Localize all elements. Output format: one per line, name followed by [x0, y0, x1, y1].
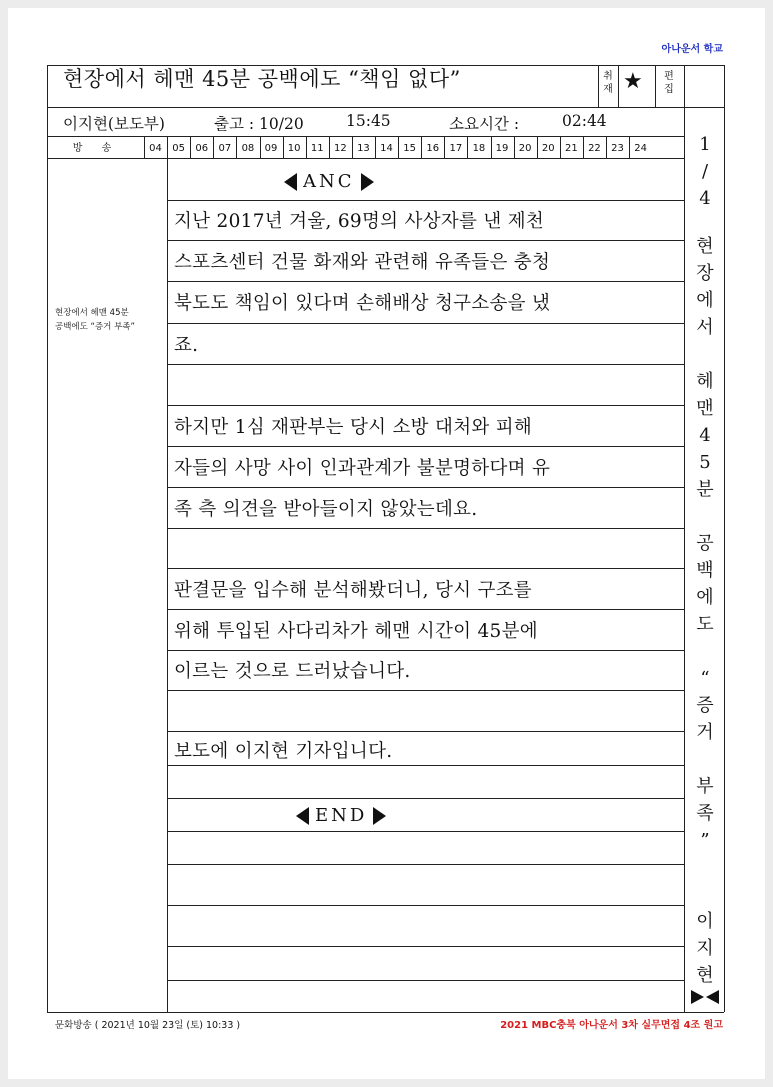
ruled-line [167, 487, 684, 488]
school-label: 아나운서 학교 [661, 44, 723, 55]
script-left-line [167, 158, 168, 1012]
right-column-line [684, 65, 685, 1012]
page-char: / [701, 161, 709, 182]
cell-line [618, 65, 619, 107]
hour-cell: 07 [218, 143, 232, 154]
right-triangle-icon [361, 173, 374, 191]
hour-divider [213, 136, 214, 158]
hour-cell: 04 [149, 143, 162, 154]
script-line: 죠. [174, 335, 199, 356]
column-divider [684, 107, 724, 108]
script-line: 판결문을 입수해 분석해봤더니, 당시 구조를 [174, 580, 532, 601]
hour-divider [352, 136, 353, 158]
vertical-title-char [686, 881, 724, 908]
page-indicator [686, 131, 724, 212]
hour-divider [236, 136, 237, 158]
hour-cell: 19 [495, 143, 509, 154]
script-line: 보도에 이지현 기자입니다. [174, 741, 393, 762]
anc-label: ANC [303, 171, 355, 192]
hour-cell: 08 [241, 143, 255, 154]
left-triangle-icon [284, 173, 297, 191]
script-line: 스포츠센터 건물 화재와 관련해 유족들은 충청 [174, 252, 551, 273]
ruled-line [167, 905, 684, 906]
vertical-title-char: ” [700, 830, 710, 851]
script-line: 북도도 책임이 있다며 손해배상 청구소송을 냈 [174, 293, 551, 314]
ruled-line [167, 405, 684, 406]
page-title: 현장에서 헤맨 45분 공백에도 “책임 없다” [63, 67, 461, 91]
ruled-line [167, 690, 684, 691]
hour-cell: 11 [310, 143, 324, 154]
vertical-title-char: 공 [696, 533, 714, 554]
hours-divider [47, 158, 684, 159]
hour-cell: 16 [426, 143, 440, 154]
vertical-title-char [686, 746, 724, 773]
vertical-title-char: 4 [699, 425, 711, 446]
hour-cell: 06 [195, 143, 209, 154]
duration-label: 소요시간 : [449, 115, 520, 133]
ruled-line [167, 864, 684, 865]
vertical-title-char: “ [700, 668, 710, 689]
vertical-title-char [686, 854, 724, 881]
hour-divider [467, 136, 468, 158]
hour-divider [398, 136, 399, 158]
vertical-title-char: 현 [696, 236, 714, 257]
ruled-line [167, 446, 684, 447]
hour-divider [491, 136, 492, 158]
ruled-line [167, 200, 684, 201]
hour-divider [560, 136, 561, 158]
hour-divider [444, 136, 445, 158]
ruled-line [167, 281, 684, 282]
hour-divider [375, 136, 376, 158]
anc-marker [284, 171, 374, 192]
vertical-title-char: 서 [696, 317, 714, 338]
script-sheet [8, 8, 765, 1079]
hour-cell: 18 [472, 143, 486, 154]
broadcast-label: 방 송 [72, 143, 120, 154]
hour-cell: 23 [611, 143, 624, 154]
script-line: 자들의 사망 사이 인과관계가 불분명하다며 유 [174, 458, 551, 479]
ruled-line [167, 240, 684, 241]
hour-divider [421, 136, 422, 158]
hour-cell: 13 [357, 143, 370, 154]
frame-right [724, 65, 725, 1012]
hour-cell: 21 [564, 143, 578, 154]
frame-left [47, 65, 48, 1012]
vertical-title-char: 백 [696, 560, 714, 581]
ruled-line [167, 731, 684, 732]
end-marker [296, 805, 386, 826]
script-line: 위해 투입된 사다리차가 헤맨 시간이 45분에 [174, 621, 538, 642]
end-label: END [315, 805, 368, 826]
hour-divider [190, 136, 191, 158]
bowtie-icon [691, 990, 719, 1004]
hour-cell: 09 [264, 143, 278, 154]
script-line: 지난 2017년 겨울, 69명의 사상자를 낸 제천 [174, 211, 545, 232]
release-label: 출고 : 10/20 [214, 115, 304, 133]
ruled-line [167, 609, 684, 610]
page-char: 1 [699, 134, 711, 155]
page-char: 4 [699, 188, 711, 209]
hour-cell: 24 [634, 143, 647, 154]
script-line: 이르는 것으로 드러났습니다. [174, 661, 411, 682]
ruled-line [167, 364, 684, 365]
hour-divider [583, 136, 584, 158]
release-time: 15:45 [346, 112, 391, 130]
vertical-title-char [686, 503, 724, 530]
ruled-line [167, 765, 684, 766]
ruled-line [167, 946, 684, 947]
vertical-title-char: 분 [696, 479, 714, 500]
ruled-line [167, 528, 684, 529]
vertical-title-char: 족 [696, 803, 714, 824]
script-line: 족 측 의견을 받아들이지 않았는데요. [174, 499, 478, 520]
chwijae-cell: 취재 [603, 71, 613, 95]
vertical-title-char: 5 [699, 452, 711, 473]
vertical-title-char [686, 341, 724, 368]
vertical-title-char: 헤 [696, 371, 714, 392]
hour-cell: 12 [333, 143, 347, 154]
star-icon: ★ [623, 69, 643, 94]
hour-divider [283, 136, 284, 158]
ruled-line [167, 980, 684, 981]
hour-cell: 14 [380, 143, 393, 154]
cell-line [684, 65, 685, 107]
ruled-line [167, 323, 684, 324]
side-note-line2: 공백에도 “증거 부족” [55, 322, 135, 332]
hour-divider [260, 136, 261, 158]
hour-divider [629, 136, 630, 158]
hour-cell: 22 [588, 143, 601, 154]
reporter: 이지현(보도부) [63, 115, 165, 133]
hour-divider [606, 136, 607, 158]
hour-divider [306, 136, 307, 158]
vertical-title-char: 에 [696, 587, 714, 608]
header-divider [47, 107, 684, 108]
hour-divider [514, 136, 515, 158]
vertical-title-char: 부 [696, 776, 714, 797]
vertical-title-char: 지 [696, 938, 714, 959]
hour-divider [144, 136, 145, 158]
vertical-title-char: 맨 [696, 398, 714, 419]
cell-line [655, 65, 656, 107]
vertical-title-char: 거 [696, 722, 714, 743]
hour-cell: 20 [518, 143, 532, 154]
vertical-title-char: 에 [696, 290, 714, 311]
ruled-line [167, 650, 684, 651]
hour-divider [329, 136, 330, 158]
vertical-title-char: 도 [696, 614, 714, 635]
left-triangle-icon [296, 807, 309, 825]
duration-value: 02:44 [562, 112, 607, 130]
hour-divider [537, 136, 538, 158]
frame-bottom [47, 1012, 724, 1013]
ruled-line [167, 798, 684, 799]
right-triangle-icon [373, 807, 386, 825]
hour-cell: 10 [287, 143, 301, 154]
ruled-line [167, 831, 684, 832]
info-divider [47, 136, 684, 137]
vertical-title-char [686, 638, 724, 665]
vertical-title-char: 증 [696, 695, 714, 716]
script-line: 하지만 1심 재판부는 당시 소방 대처와 피해 [174, 417, 533, 438]
hour-cell: 20 [541, 143, 555, 154]
vertical-title-char: 현 [696, 965, 714, 986]
vertical-title [686, 233, 724, 989]
vertical-title-char: 이 [696, 911, 714, 932]
ruled-line [167, 568, 684, 569]
side-note [55, 306, 165, 334]
hour-cell: 15 [403, 143, 416, 154]
vertical-title-char: 장 [696, 263, 714, 284]
footer-date: 문화방송 ( 2021년 10월 23일 (토) 10:33 ) [55, 1020, 241, 1031]
footer-title: 2021 MBC충북 아나운서 3차 실무면접 4조 원고 [500, 1020, 723, 1031]
pyeonjip-cell: 편집 [664, 71, 674, 95]
hour-cell: 17 [449, 143, 463, 154]
hour-cell: 05 [172, 143, 185, 154]
cell-line [598, 65, 599, 107]
side-note-line1: 현장에서 헤맨 45분 [55, 308, 129, 318]
hour-divider [167, 136, 168, 158]
